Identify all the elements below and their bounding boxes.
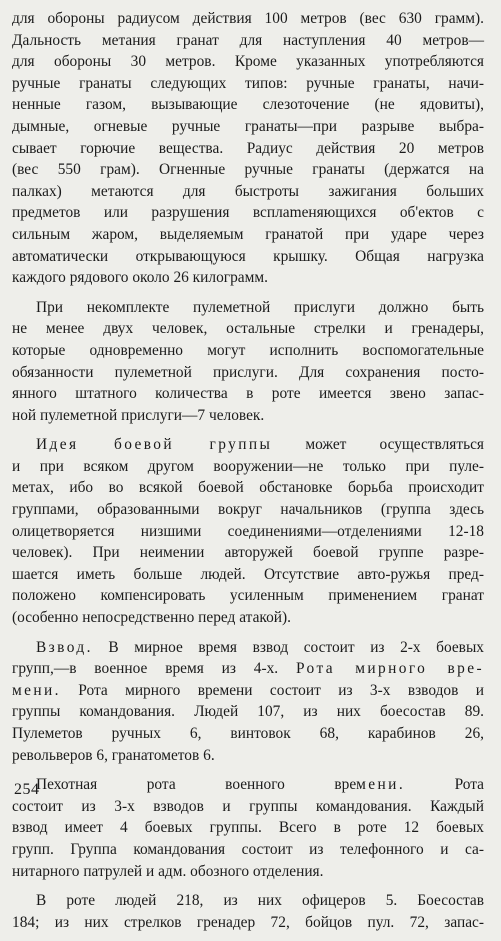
emphasis-text: мени.	[356, 776, 406, 794]
text-line: (особенно непосредственно перед атакой).	[12, 609, 291, 627]
text-line: человек). При неимении авторужей боевой группе разре-	[12, 544, 484, 562]
text-line: каждого рядового около 26 килограмм.	[12, 269, 268, 287]
paragraph-grenades	[12, 8, 484, 289]
text-line: не менее двух человек, остальные стрелки и гренадеры,	[12, 320, 484, 338]
text-line: групп,—в военное время из 4-х. Рота мирного вре-	[12, 660, 484, 678]
text-line: состоит из 3-х взводов и группы командования. Каждый	[12, 797, 484, 815]
text-line: Пулеметов ручных 6, винтовок 68, карабинов 26,	[12, 725, 484, 742]
text-line: мени. Рота мирного времени состоит из 3-х взводов и	[12, 681, 484, 699]
text-line: Дальность метания гранат для наступления 40 метров—	[12, 31, 484, 49]
text-line: сывает горючие вещества. Радиус действия 20 метров	[12, 139, 484, 157]
text-line: обязанности пулеметной прислуги. Для сохранения посто-	[12, 363, 484, 381]
text-line: При некомплекте пулеметной прислуги должно быть	[36, 298, 484, 316]
text-line: метах, ибо во всякой боевой обстановке борьба происходит	[12, 479, 484, 497]
text-line: олицетворяется низшими соединениями—отделениями 12-18	[12, 522, 484, 540]
text-line: дымные, огневые ручные гранаты—при разрыве выбра-	[12, 117, 484, 135]
text-line: которые одновременно могут исполнить воспомогательные	[12, 341, 484, 359]
text-line: ненные газом, вызывающие слезоточение (не ядовиты),	[12, 96, 484, 114]
paragraph-wartime-company	[12, 774, 484, 882]
emphasis-text: Рота мирного вре-	[295, 660, 484, 678]
text-line: взвод имеет 4 боевых группы. Всего в роте 12 боевых	[12, 819, 484, 837]
text-line: для обороны 30 метров. Кроме указанных употребляются	[12, 53, 484, 71]
text-line: шается иметь больше людей. Отсутствие авто-ружья пред-	[12, 565, 484, 583]
text-line: ной пулеметной прислуги—7 человек.	[12, 406, 265, 424]
text-line: сильным жаром, выделяемым гранатой при ударе через	[12, 225, 484, 243]
paragraph-platoon	[12, 637, 484, 767]
text-line: Идея боевой группы может осуществляться	[36, 436, 484, 454]
text-line: группами, образованными вокруг начальников (группа здесь	[12, 501, 484, 519]
text-line: В роте людей 218, из них офицеров 5. Боесостав	[36, 892, 484, 910]
page-number: 254	[14, 781, 40, 798]
paragraph-company-strength	[12, 890, 484, 933]
text-line: Пехотная рота военного времени. Рота	[36, 776, 485, 794]
text-line: палках) метаются для быстроты зажигания больших	[12, 182, 484, 200]
book-page	[12, 8, 484, 941]
text-line: группы командования. Людей 107, из них боесостав 89.	[12, 703, 484, 721]
emphasis-text: Взвод.	[36, 638, 93, 656]
text-line: для обороны радиусом действия 100 метров (вес 630 грамм).	[12, 10, 484, 27]
text-line: револьверов 6, гранатометов 6.	[12, 746, 215, 764]
text-line: янного штатного количества в роте имеется звено запас-	[12, 385, 484, 403]
text-line: Взвод. В мирное время взвод состоит из 2-х боевых	[36, 638, 484, 656]
emphasis-text: Идея боевой группы	[36, 436, 273, 454]
text-line: и при всяком другом вооружении—не только при пуле-	[12, 457, 484, 475]
text-line: положено компенсировать усиленным применением гранат	[12, 587, 484, 605]
text-line: групп. Группа командования состоит из телефонного и са-	[12, 840, 484, 858]
paragraph-machinegun-crew	[12, 297, 484, 427]
text-line: ручные гранаты следующих типов: ручные гранаты, начи-	[12, 74, 484, 92]
text-line: 184; из них стрелков гренадер 72, бойцов пул. 72, запас-	[12, 913, 484, 931]
emphasis-text: мени.	[12, 681, 61, 699]
text-line: автоматически открывающуюся крышку. Общая нагрузка	[12, 247, 484, 265]
text-line: (вес 550 грам). Огненные ручные гранаты (держатся на	[12, 161, 484, 179]
paragraph-combat-group	[12, 434, 484, 628]
text-line: предметов или разрушения всплameняющихся об'ектов с	[12, 204, 484, 222]
text-line: нитарного патрулей и адм. обозного отделения.	[12, 862, 324, 880]
